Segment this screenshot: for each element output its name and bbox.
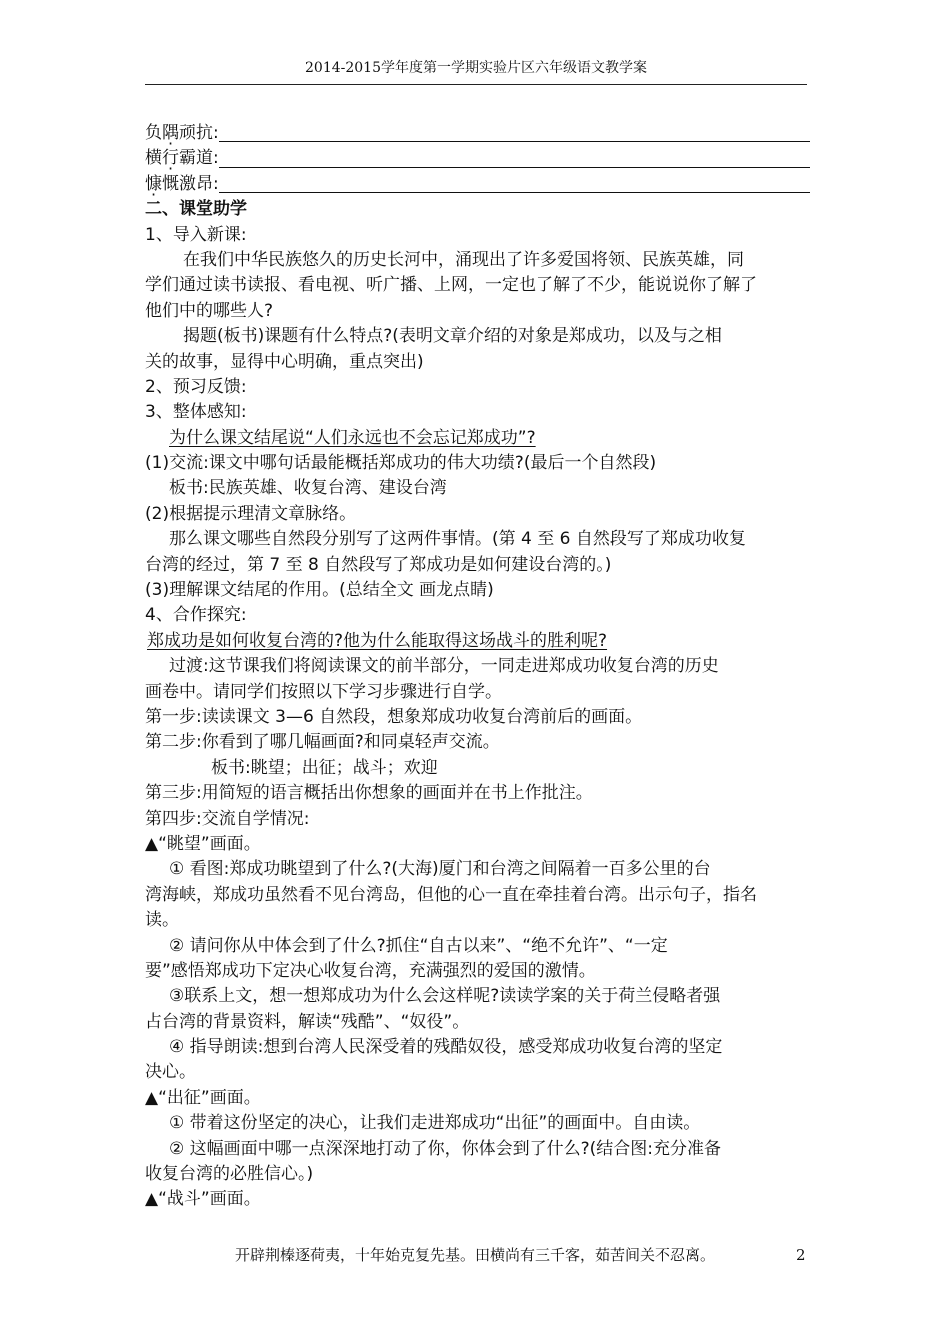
board-notes: 板书:眺望；出征；战斗；欢迎	[211, 757, 438, 778]
subsection-heading: 1、导入新课:	[145, 224, 247, 245]
paragraph-line: 学们通过读书读报、看电视、听广播、上网，一定也了解了不少，能说说你了解了	[145, 275, 757, 296]
section-heading: 二、课堂助学	[145, 199, 247, 220]
vocab-term: 慷慨激昂:	[145, 173, 219, 194]
answer-blank[interactable]	[219, 151, 810, 168]
answer-blank[interactable]	[219, 176, 810, 193]
scene-heading: ▲“眺望”画面。	[145, 833, 261, 854]
vocab-item	[145, 172, 810, 197]
paragraph-line: 在我们中华民族悠久的历史长河中，涌现出了许多爱国将领、民族英雄，同	[183, 249, 744, 270]
paragraph-line: ② 这幅画面中哪一点深深地打动了你，你体会到了什么?(结合图:充分准备	[169, 1138, 722, 1159]
vocab-item	[145, 121, 810, 146]
step-line: 第三步:用简短的语言概括出你想象的画面并在书上作批注。	[145, 783, 593, 804]
paragraph-line: 占台湾的背景资料，解读“残酷”、“奴役”。	[145, 1011, 470, 1032]
vocab-term: 负隅顽抗:	[145, 122, 219, 143]
page-header: 2014-2015学年度第一学期实验片区六年级语文教学案	[305, 60, 647, 76]
paragraph-line: ③联系上文，想一想郑成功为什么会这样呢?读读学案的关于荷兰侵略者强	[169, 986, 721, 1007]
document-body	[145, 121, 810, 1213]
paragraph-line: 过渡:这节课我们将阅读课文的前半部分，一同走进郑成功收复台湾的历史	[169, 656, 719, 677]
key-question: 为什么课文结尾说“人们永远也不会忘记郑成功”?	[169, 427, 536, 448]
paragraph-line: 关的故事，显得中心明确，重点突出)	[145, 351, 424, 372]
page-number: 2	[796, 1246, 806, 1264]
paragraph-line: (2)根据提示理清文章脉络。	[145, 503, 357, 524]
footer-poem: 开辟荆榛逐荷夷，十年始克复先基。田横尚有三千客，茹苦间关不忍离。	[234, 1246, 715, 1264]
subsection-heading: 2、预习反馈:	[145, 376, 247, 397]
paragraph-line: (3)理解课文结尾的作用。(总结全文 画龙点睛)	[145, 580, 494, 601]
step-line: 第四步:交流自学情况:	[145, 808, 310, 829]
paragraph-line: 读。	[145, 910, 179, 931]
paragraph-line: 湾海峡，郑成功虽然看不见台湾岛，但他的心一直在牵挂着台湾。出示句子，指名	[145, 884, 757, 905]
vocab-term: 横行霸道:	[145, 148, 219, 169]
paragraph-line: ④ 指导朗读:想到台湾人民深受着的残酷奴役，感受郑成功收复台湾的坚定	[169, 1037, 723, 1058]
scene-heading: ▲“出征”画面。	[145, 1087, 261, 1108]
paragraph-line: 要”感悟郑成功下定决心收复台湾，充满强烈的爱国的激情。	[145, 960, 596, 981]
paragraph-line: 决心。	[145, 1062, 196, 1083]
answer-blank[interactable]	[219, 125, 810, 142]
paragraph-line: 他们中的哪些人?	[145, 300, 274, 321]
vocab-item	[145, 146, 810, 171]
paragraph-line: ① 带着这份坚定的决心，让我们走进郑成功“出征”的画面中。自由读。	[169, 1113, 701, 1134]
board-notes: 板书:民族英雄、收复台湾、建设台湾	[169, 478, 447, 499]
key-question: 郑成功是如何收复台湾的?他为什么能取得这场战斗的胜利呢?	[147, 630, 608, 651]
subsection-heading: 3、整体感知:	[145, 402, 247, 423]
step-line: 第一步:读读课文 3—6 自然段，想象郑成功收复台湾前后的画面。	[145, 706, 643, 727]
header-rule	[145, 84, 807, 85]
paragraph-line: 台湾的经过，第 7 至 8 自然段写了郑成功是如何建设台湾的。)	[145, 554, 612, 575]
step-line: 第二步:你看到了哪几幅画面?和同桌轻声交流。	[145, 732, 500, 753]
scene-heading: ▲“战斗”画面。	[145, 1189, 261, 1210]
subsection-heading: 4、合作探究:	[145, 605, 247, 626]
paragraph-line: ① 看图:郑成功眺望到了什么?(大海)厦门和台湾之间隔着一百多公里的台	[169, 859, 711, 880]
paragraph-line: 揭题(板书)课题有什么特点?(表明文章介绍的对象是郑成功，以及与之相	[183, 326, 722, 347]
paragraph-line: 那么课文哪些自然段分别写了这两件事情。(第 4 至 6 自然段写了郑成功收复	[169, 529, 746, 550]
paragraph-line: 画卷中。请同学们按照以下学习步骤进行自学。	[145, 681, 502, 702]
paragraph-line: (1)交流:课文中哪句话最能概括郑成功的伟大功绩?(最后一个自然段)	[145, 453, 657, 474]
paragraph-line: ② 请问你从中体会到了什么?抓住“自古以来”、“绝不允许”、“一定	[169, 935, 668, 956]
paragraph-line: 收复台湾的必胜信心。)	[145, 1164, 314, 1185]
